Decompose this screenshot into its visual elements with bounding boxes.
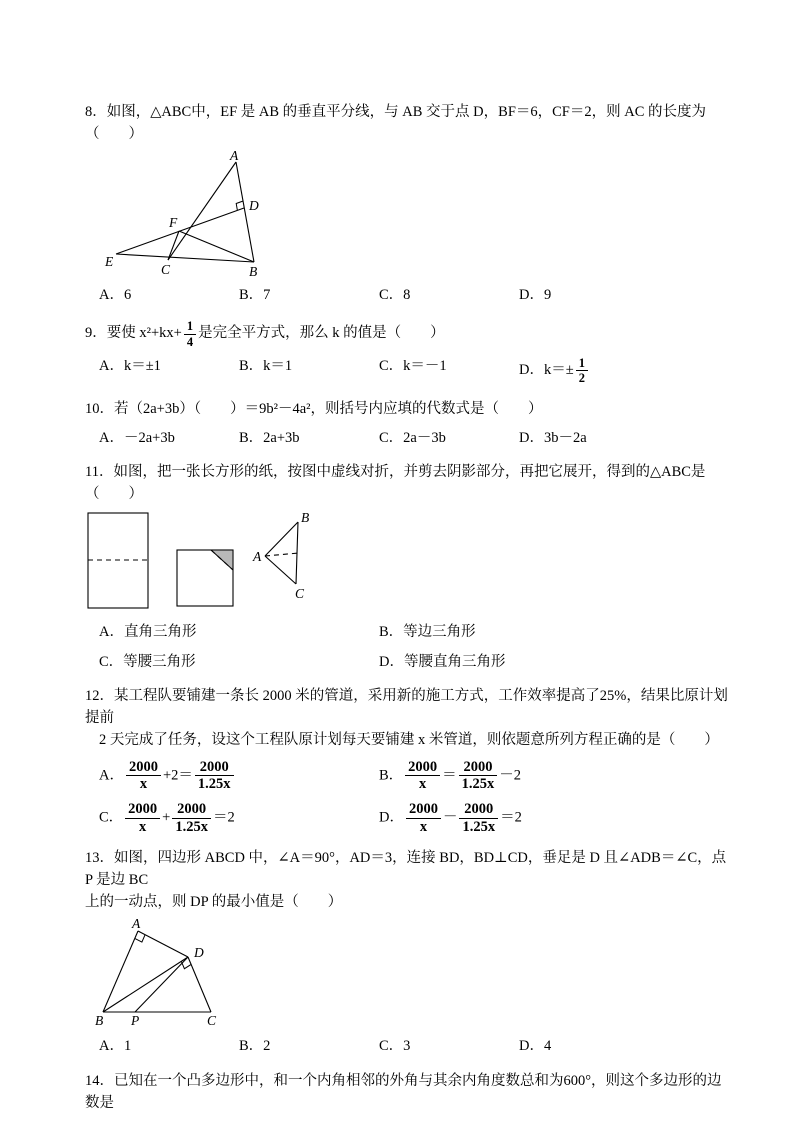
question-11-figure [85, 510, 735, 615]
question-9 [85, 319, 735, 386]
option-a: A．k＝±1 [99, 358, 161, 374]
question-14-stem: 14．已知在一个凸多边形中，和一个内角相邻的外角与其余内角度数总和为600°，则这个多边形的边数是 [85, 1073, 722, 1111]
point-label-a: A [132, 917, 141, 932]
fraction: $\frac{2000}{1.25x}$ [195, 759, 234, 793]
option-b: B．2a+3b [239, 429, 300, 446]
option-d: D．9 [519, 286, 552, 303]
tail: ＝2 [500, 809, 522, 826]
point-label-f: F [169, 214, 178, 230]
option-c: C．3 [379, 1038, 411, 1055]
option-c: C．等腰三角形 [99, 653, 196, 670]
question-13-figure [93, 917, 735, 1029]
question-12-stem-line2: 2 天完成了任务，设这个工程队原计划每天要铺建 x 米管道，则依题意所列方程正确的是（ ） [99, 731, 719, 748]
stem-text: 9．要使 x²+kx+ [85, 325, 182, 342]
question-12-options [85, 759, 735, 836]
point-label-b: B [249, 263, 258, 278]
question-11 [85, 462, 735, 673]
option-c: C．k＝－1 [379, 358, 447, 374]
point-label-e: E [105, 253, 114, 269]
point-label-a: A [253, 548, 262, 564]
point-label-c: C [207, 1013, 217, 1029]
question-9-options [85, 356, 735, 386]
fraction: $\frac{2000}{1.25x}$ [172, 801, 211, 835]
question-8-stem: 8．如图，△ABC中，EF 是 AB 的垂直平分线，与 AB 交于点 D，BF＝6，CF＝2，则 AC 的长度为（ ） [85, 104, 707, 142]
fraction: $\frac{2000}{1.25x}$ [459, 801, 498, 835]
point-label-b: B [301, 509, 310, 525]
option-label: A． [99, 767, 124, 783]
option-d: D．等腰直角三角形 [379, 653, 506, 670]
option-d-text: D．k＝± [519, 362, 574, 379]
option-a: A．6 [99, 286, 132, 303]
option-label: B． [379, 767, 404, 783]
point-label-c: C [161, 261, 171, 277]
option-d: D．3b－2a [519, 429, 587, 446]
question-13-stem-line1: 13．如图，四边形 ABCD 中，∠A＝90°，AD＝3，连接 BD，BD⊥CD，垂足是 D 且∠ADB＝∠C，点 P 是边 BC [85, 850, 727, 888]
tail: －2 [499, 767, 522, 783]
triangle-figure-q13 [93, 917, 263, 1029]
tail: ＝2 [212, 809, 235, 826]
option-b: B．k＝1 [239, 358, 293, 374]
point-label-d: D [249, 197, 259, 213]
question-13 [85, 848, 735, 1058]
option-c: C．8 [379, 286, 411, 303]
question-10-stem: 10．若（2a+3b）（ ）＝9b²－4a²，则括号内应填的代数式是（ ） [85, 400, 543, 417]
option-a: A．1 [99, 1038, 132, 1055]
point-label-p: P [131, 1013, 140, 1029]
fraction: $\frac{2000}{x}$ [406, 801, 441, 835]
fraction: $\frac{2000}{x}$ [125, 801, 160, 835]
stem-text: 是完全平方式，那么 k 的值是（ ） [198, 325, 445, 342]
question-9-stem [85, 319, 735, 349]
option-d [519, 356, 735, 386]
operator: +2＝ [162, 767, 193, 783]
option-b: B．2 [239, 1038, 271, 1055]
option-label: C． [99, 809, 124, 826]
fraction-one-quarter: $\frac{1}{4}$ [184, 319, 196, 349]
option-b: B．7 [239, 286, 271, 303]
triangle-figure-q8 [99, 150, 289, 278]
question-12-stem-line1: 12．某工程队要铺建一条长 2000 米的管道，采用新的施工方式，工作效率提高了25%，结果比原计划提前 [85, 688, 728, 726]
option-label: D． [379, 809, 404, 826]
option-d: D．4 [519, 1038, 552, 1055]
option-c: C．2a－3b [379, 429, 446, 446]
question-13-stem-line2: 上的一动点，则 DP 的最小值是（ ） [85, 893, 343, 910]
option-a: A．－2a+3b [99, 429, 175, 446]
option-b [379, 759, 735, 793]
question-8 [85, 102, 735, 306]
fraction-one-half: $\frac{1}{2}$ [576, 356, 588, 386]
question-11-stem: 11．如图，把一张长方形的纸，按图中虚线对折，并剪去阴影部分，再把它展开，得到的△ABC是（ ） [85, 464, 706, 502]
option-c [99, 801, 379, 835]
option-b: B．等边三角形 [379, 623, 476, 640]
point-label-c: C [295, 585, 305, 601]
option-a [99, 759, 379, 793]
question-10-options [85, 428, 735, 450]
paper-folding-figure [85, 510, 325, 615]
point-label-d: D [194, 945, 204, 961]
question-10 [85, 399, 735, 450]
option-a: A．直角三角形 [99, 623, 197, 640]
option-d [379, 801, 735, 835]
fraction: $\frac{2000}{1.25x}$ [459, 759, 498, 793]
fraction: $\frac{2000}{x}$ [126, 759, 161, 793]
question-8-figure [99, 150, 735, 278]
question-11-options [85, 622, 735, 674]
question-12 [85, 686, 735, 835]
point-label-a: A [230, 149, 239, 163]
question-14 [85, 1071, 735, 1115]
operator: + [162, 809, 171, 826]
operator: － [442, 809, 458, 826]
operator: ＝ [442, 767, 457, 783]
question-8-options [85, 285, 735, 307]
question-13-options [85, 1036, 735, 1058]
point-label-b: B [95, 1013, 104, 1029]
fraction: $\frac{2000}{x}$ [405, 759, 440, 793]
